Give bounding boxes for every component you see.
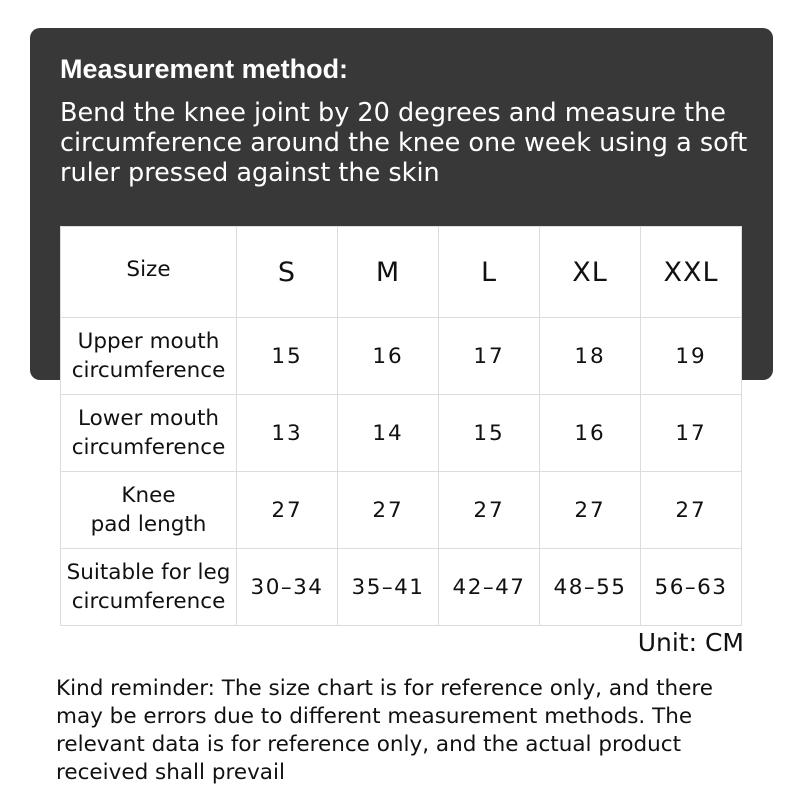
table-cell: 27 (338, 472, 439, 549)
table-cell: 30–34 (237, 549, 338, 626)
table-row (61, 549, 742, 626)
size-header-label: Size (61, 227, 237, 318)
size-chart-table (60, 226, 742, 626)
table-cell: 27 (237, 472, 338, 549)
row-label-upper-mouth (61, 318, 237, 395)
row-label-leg-circumference (61, 549, 237, 626)
table-cell: 27 (540, 472, 641, 549)
table-row (61, 472, 742, 549)
size-s: S (237, 227, 338, 318)
label-line: pad length (90, 512, 207, 537)
unit-label: Unit: CM (637, 628, 744, 657)
table-cell: 27 (641, 472, 742, 549)
label-line: Knee (121, 483, 176, 508)
table-cell: 42–47 (439, 549, 540, 626)
size-m: M (338, 227, 439, 318)
table-cell: 48–55 (540, 549, 641, 626)
table-cell: 17 (439, 318, 540, 395)
table-cell: 17 (641, 395, 742, 472)
table-cell: 15 (439, 395, 540, 472)
table-cell: 18 (540, 318, 641, 395)
table-row (61, 395, 742, 472)
label-line: Upper mouth (77, 329, 220, 354)
table-cell: 27 (439, 472, 540, 549)
table-cell: 14 (338, 395, 439, 472)
label-line: Suitable for leg (66, 560, 231, 585)
measurement-title: Measurement method: (60, 54, 349, 84)
table-cell: 35–41 (338, 549, 439, 626)
row-label-knee-pad-length (61, 472, 237, 549)
table-header-row (61, 227, 742, 318)
table-cell: 16 (540, 395, 641, 472)
table-row (61, 318, 742, 395)
label-line: Lower mouth (77, 406, 220, 431)
table-cell: 16 (338, 318, 439, 395)
table-cell: 19 (641, 318, 742, 395)
table-cell: 13 (237, 395, 338, 472)
label-line: circumference (71, 358, 226, 383)
measurement-instructions: Bend the knee joint by 20 degrees and measure the circumference around the knee one week using a soft ruler pressed against the skin (60, 98, 748, 188)
size-xxl: XXL (641, 227, 742, 318)
kind-reminder: Kind reminder: The size chart is for reference only, and there may be errors due to different measurement methods. The relevant data is for reference only, and the actual product received shall prevail (56, 676, 714, 785)
size-l: L (439, 227, 540, 318)
row-label-lower-mouth (61, 395, 237, 472)
table-cell: 56–63 (641, 549, 742, 626)
table-cell: 15 (237, 318, 338, 395)
label-line: circumference (71, 435, 226, 460)
size-xl: XL (540, 227, 641, 318)
label-line: circumference (71, 589, 226, 614)
